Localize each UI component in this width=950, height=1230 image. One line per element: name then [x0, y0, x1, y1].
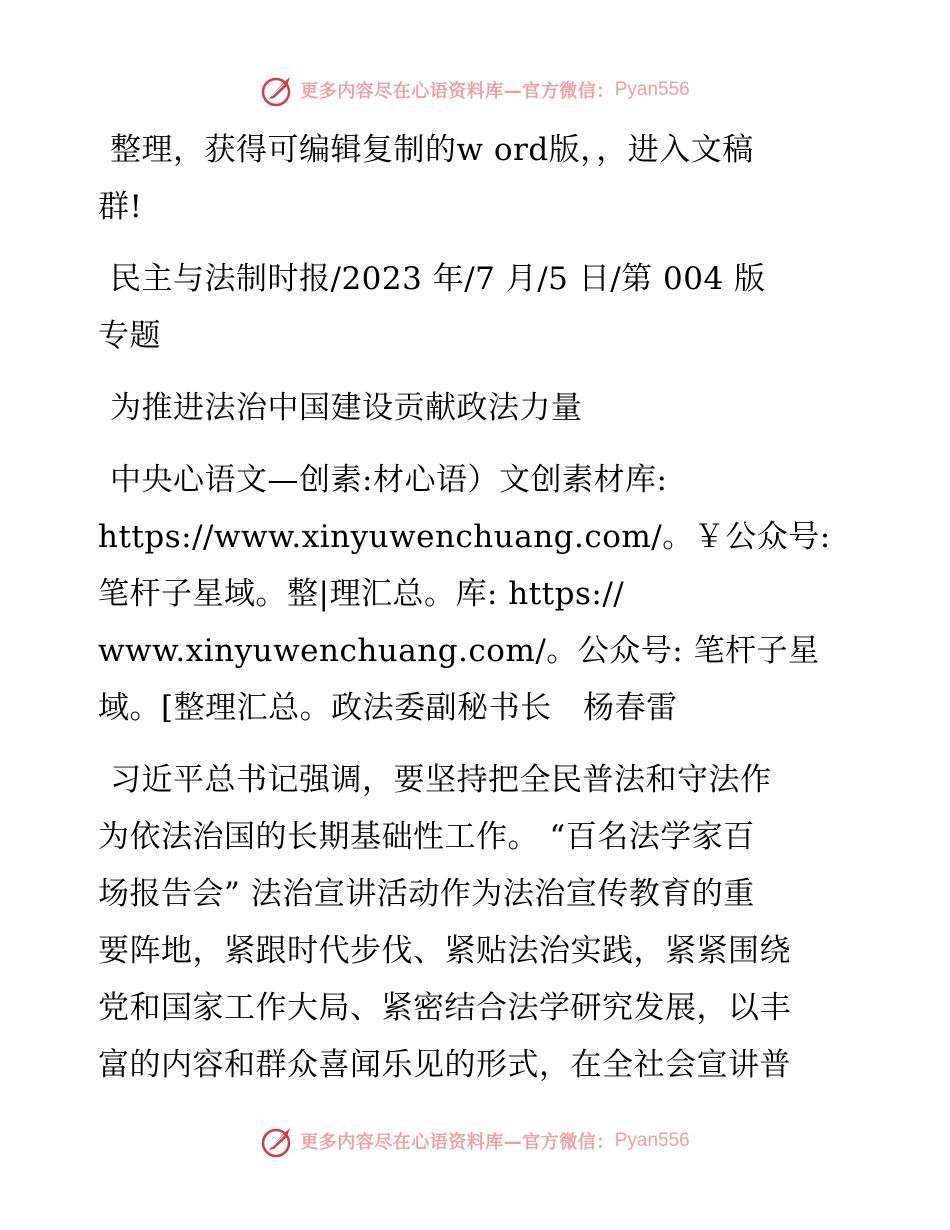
source-paragraph	[98, 251, 858, 365]
header-banner	[0, 70, 950, 110]
text-line: 群!	[98, 189, 143, 225]
text-line: 中央心语文—创素:材心语）文创素材库:	[110, 462, 668, 498]
article-title	[98, 380, 858, 437]
header-banner-text: 更多内容尽在心语资料库—官方微信：	[300, 81, 615, 102]
document-body	[98, 122, 858, 1109]
text-line: 专题	[98, 318, 161, 354]
byline-paragraph	[98, 452, 858, 737]
text-line: 为推进法治中国建设贡献政法力量	[110, 390, 583, 426]
footer-banner	[0, 1121, 950, 1161]
text-line: 党和国家工作大局、紧密结合法学研究发展，以丰	[98, 990, 791, 1026]
text-line: 习近平总书记强调，要坚持把全民普法和守法作	[110, 762, 772, 798]
text-line: 为依法治国的长期基础性工作。 “百名法学家百	[98, 819, 755, 855]
text-line: https://www.xinyuwenchuang.com/。￥公众号:	[98, 519, 831, 555]
header-wechat-id: Pyan556	[614, 79, 690, 100]
body-paragraph	[98, 752, 858, 1094]
footer-banner-text: 更多内容尽在心语资料库—官方微信：	[300, 1132, 615, 1153]
text-line: 域。[整理汇总。政法委副秘书长 杨春雷	[98, 690, 678, 726]
quill-pen-logo-icon	[260, 1123, 296, 1159]
text-line: 笔杆子星域。整|理汇总。库: https://	[98, 576, 625, 612]
text-line: 民主与法制时报/2023 年/7 月/5 日/第 004 版	[110, 261, 766, 297]
text-line: www.xinyuwenchuang.com/。公众号: 笔杆子星	[98, 633, 820, 669]
text-line: 场报告会” 法治宣讲活动作为法治宣传教育的重	[98, 876, 755, 912]
quill-pen-logo-icon	[260, 72, 296, 108]
footer-wechat-id: Pyan556	[614, 1130, 690, 1151]
intro-paragraph	[98, 122, 858, 236]
text-line: 富的内容和群众喜闻乐见的形式，在全社会宣讲普	[98, 1047, 791, 1083]
text-line: 整理，获得可编辑复制的w ord版，，进入文稿	[110, 132, 754, 168]
text-line: 要阵地，紧跟时代步伐、紧贴法治实践，紧紧围绕	[98, 933, 791, 969]
